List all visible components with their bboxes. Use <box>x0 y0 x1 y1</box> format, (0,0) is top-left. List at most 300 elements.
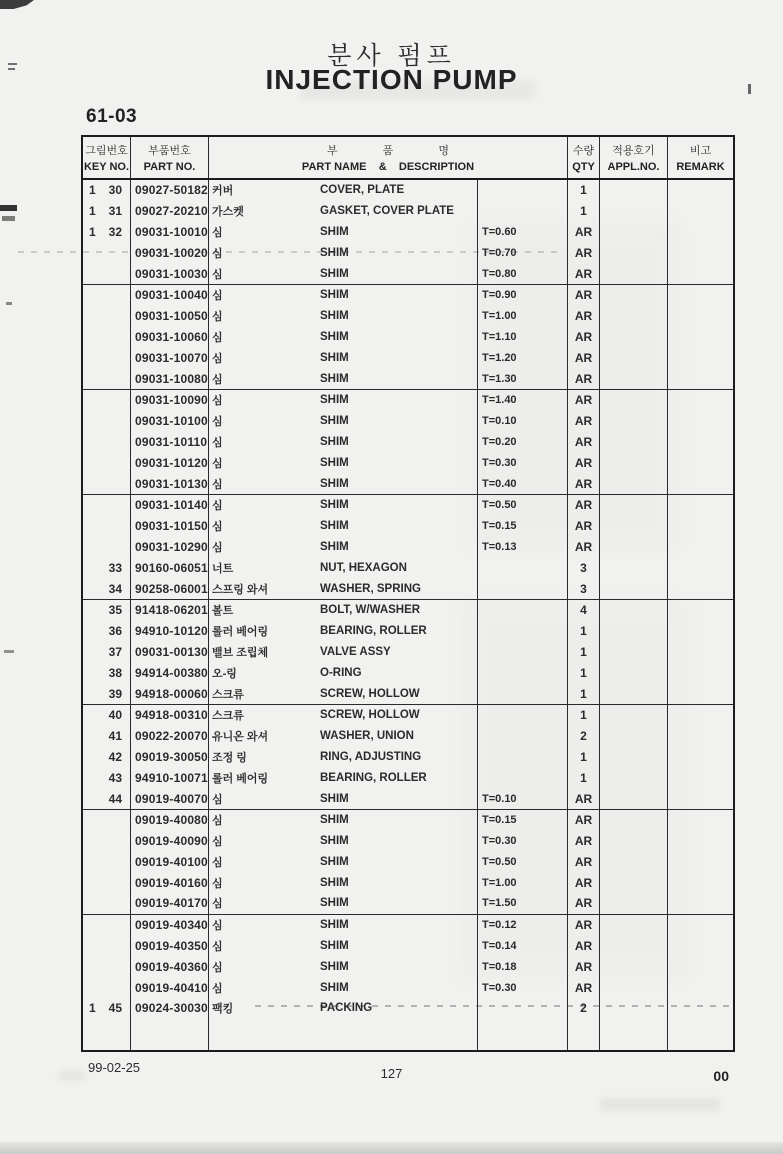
cell-part-no: 09019-40080 <box>131 810 209 831</box>
cell-part-no: 94914-00380 <box>131 662 209 683</box>
cell-key-no <box>83 872 131 893</box>
cell-spec: T=1.50 <box>478 893 568 914</box>
cell-part-name <box>209 998 478 1019</box>
cell-part-name <box>209 705 478 726</box>
cell-part-no: 94918-00060 <box>131 683 209 704</box>
cell-spec: T=0.20 <box>478 432 568 453</box>
cell-part-no: 09031-10080 <box>131 368 209 389</box>
table-row <box>83 872 733 893</box>
part-name-english: SHIM <box>320 435 349 448</box>
table-row <box>83 936 733 957</box>
cell-key-no <box>83 662 131 683</box>
cell-qty: AR <box>568 473 600 494</box>
key-number: 35 <box>108 603 122 618</box>
cell-appl-no <box>600 242 668 263</box>
key-number: 37 <box>108 644 122 659</box>
cell-key-no <box>83 242 131 263</box>
cell-key-no <box>83 915 131 936</box>
part-name-english: SHIM <box>320 940 349 953</box>
table-row <box>83 956 733 977</box>
cell-part-no: 09019-40100 <box>131 852 209 873</box>
cell-spec <box>478 600 568 621</box>
cell-key-no <box>83 893 131 914</box>
cell-part-name <box>209 452 478 473</box>
cell-remark <box>668 495 733 516</box>
cell-part-no: 09024-30030 <box>131 998 209 1019</box>
table-row <box>83 390 733 411</box>
column-header-key-no-english: KEY NO. <box>83 161 130 173</box>
column-header-appl-no-english: APPL.NO. <box>607 161 660 173</box>
cell-qty: 2 <box>568 998 600 1019</box>
cell-appl-no <box>600 977 668 998</box>
cell-spec <box>478 747 568 768</box>
part-name-korean: 심 <box>212 815 223 828</box>
cell-qty: 1 <box>568 180 600 201</box>
cell-part-no: 09019-40090 <box>131 831 209 852</box>
cell-key-no <box>83 998 131 1019</box>
cell-key-no <box>83 473 131 494</box>
part-name-korean: 가스켓 <box>212 206 244 219</box>
cell-spec <box>478 705 568 726</box>
cell-appl-no <box>600 915 668 936</box>
table-row <box>83 242 733 263</box>
cell-part-no: 09031-10010 <box>131 222 209 243</box>
cell-part-name <box>209 432 478 453</box>
cell-remark <box>668 411 733 432</box>
cell-appl-no <box>600 432 668 453</box>
cell-part-name <box>209 977 478 998</box>
cell-spec: T=0.13 <box>478 537 568 558</box>
column-header-qty-korean: 수량 <box>572 145 595 157</box>
cell-qty: AR <box>568 263 600 284</box>
cell-part-name <box>209 956 478 977</box>
cell-appl-no <box>600 222 668 243</box>
cell-qty: AR <box>568 452 600 473</box>
row-group <box>83 180 733 285</box>
cell-part-no: 09031-00130 <box>131 642 209 663</box>
cell-part-no: 09019-40070 <box>131 788 209 809</box>
cell-remark <box>668 327 733 348</box>
part-name-english: COVER, PLATE <box>320 184 405 197</box>
cell-remark <box>668 683 733 704</box>
cell-spec: T=0.10 <box>478 788 568 809</box>
cell-key-no <box>83 222 131 243</box>
cell-part-no: 09031-10150 <box>131 516 209 537</box>
cell-key-no <box>83 726 131 747</box>
cell-part-name <box>209 473 478 494</box>
cell-spec: T=0.10 <box>478 411 568 432</box>
cell-qty: 1 <box>568 621 600 642</box>
table-row <box>83 347 733 368</box>
cell-qty: AR <box>568 495 600 516</box>
cell-part-no: 09031-10030 <box>131 263 209 284</box>
part-name-korean: 너트 <box>212 562 234 575</box>
scan-edge-mark <box>0 205 17 211</box>
cell-remark <box>668 810 733 831</box>
row-group <box>83 285 733 390</box>
cell-qty: AR <box>568 872 600 893</box>
cell-part-name <box>209 1019 478 1050</box>
part-name-korean: 심 <box>212 856 223 869</box>
part-name-korean: 심 <box>212 352 223 365</box>
table-header-row <box>83 137 733 180</box>
cell-part-name <box>209 831 478 852</box>
cell-part-name <box>209 662 478 683</box>
part-name-english: GASKET, COVER PLATE <box>320 205 454 218</box>
table-row <box>83 557 733 578</box>
cell-key-no <box>83 347 131 368</box>
table-row <box>83 915 733 936</box>
cell-appl-no <box>600 557 668 578</box>
cell-spec <box>478 578 568 599</box>
cell-part-name <box>209 852 478 873</box>
cell-spec: T=0.12 <box>478 915 568 936</box>
cell-part-name <box>209 263 478 284</box>
cell-key-no <box>83 495 131 516</box>
cell-qty: AR <box>568 810 600 831</box>
cell-qty: 1 <box>568 767 600 788</box>
footer-date: 99-02-25 <box>88 1060 141 1075</box>
cell-remark <box>668 872 733 893</box>
cell-spec <box>478 557 568 578</box>
cell-spec <box>478 621 568 642</box>
cell-qty: AR <box>568 390 600 411</box>
cell-remark <box>668 893 733 914</box>
cell-key-no <box>83 642 131 663</box>
part-name-korean: 스크류 <box>212 710 244 723</box>
column-header-remark-korean: 비고 <box>689 145 712 157</box>
cell-part-name <box>209 578 478 599</box>
part-name-korean: 롤러 베어링 <box>212 626 269 639</box>
cell-qty: AR <box>568 977 600 998</box>
cell-key-no <box>83 767 131 788</box>
cell-appl-no <box>600 998 668 1019</box>
part-name-english: SHIM <box>320 310 349 323</box>
cell-appl-no <box>600 852 668 873</box>
part-name-english: SHIM <box>320 814 349 827</box>
cell-appl-no <box>600 327 668 348</box>
parts-table <box>81 135 735 1052</box>
part-name-english: SHIM <box>320 855 349 868</box>
page-title-korean: 분사 펌프 <box>327 42 456 70</box>
cell-key-no <box>83 516 131 537</box>
cell-part-no: 94918-00310 <box>131 705 209 726</box>
part-name-english: SHIM <box>320 897 349 910</box>
cell-key-no <box>83 578 131 599</box>
cell-qty: AR <box>568 347 600 368</box>
cell-appl-no <box>600 578 668 599</box>
column-header-part-no-english: PART NO. <box>143 161 196 173</box>
table-row <box>83 285 733 306</box>
column-header-part-name-korean: 부 품 명 <box>327 145 449 157</box>
part-name-korean: 커버 <box>212 185 234 198</box>
cell-spec <box>478 180 568 201</box>
cell-appl-no <box>600 180 668 201</box>
cell-spec: T=0.15 <box>478 516 568 537</box>
table-row <box>83 368 733 389</box>
row-group <box>83 600 733 705</box>
cell-spec: T=0.50 <box>478 495 568 516</box>
part-name-english: SHIM <box>320 792 349 805</box>
cell-part-no: 09019-30050 <box>131 747 209 768</box>
cell-key-no <box>83 306 131 327</box>
key-number: 31 <box>108 204 122 219</box>
cell-part-no: 09031-10070 <box>131 347 209 368</box>
cell-appl-no <box>600 1019 668 1050</box>
cell-appl-no <box>600 747 668 768</box>
cell-remark <box>668 516 733 537</box>
part-name-korean: 조정 링 <box>212 751 247 764</box>
cell-appl-no <box>600 810 668 831</box>
cell-qty: 1 <box>568 662 600 683</box>
cell-part-no: 09031-10100 <box>131 411 209 432</box>
cell-appl-no <box>600 642 668 663</box>
cell-qty: 3 <box>568 578 600 599</box>
table-row <box>83 852 733 873</box>
cell-remark <box>668 956 733 977</box>
cell-key-no <box>83 977 131 998</box>
cell-appl-no <box>600 831 668 852</box>
cell-appl-no <box>600 893 668 914</box>
table-row <box>83 998 733 1019</box>
figure-number: 1 <box>89 204 96 219</box>
cell-spec: T=0.30 <box>478 831 568 852</box>
scan-edge-mark <box>6 302 12 305</box>
table-row <box>83 705 733 726</box>
cell-qty: AR <box>568 327 600 348</box>
cell-remark <box>668 662 733 683</box>
part-name-korean: 볼트 <box>212 605 234 618</box>
row-group <box>83 705 733 810</box>
part-name-korean: 심 <box>212 290 223 303</box>
section-code: 61-03 <box>86 106 138 127</box>
table-row <box>83 767 733 788</box>
part-name-korean: 심 <box>212 331 223 344</box>
part-name-korean: 심 <box>212 898 223 911</box>
cell-part-no: 09019-40160 <box>131 872 209 893</box>
part-name-english: SHIM <box>320 981 349 994</box>
cell-part-name <box>209 726 478 747</box>
column-header-qty <box>568 137 600 178</box>
cell-part-name <box>209 180 478 201</box>
part-name-english: SHIM <box>320 267 349 280</box>
table-row <box>83 726 733 747</box>
cell-remark <box>668 642 733 663</box>
cell-qty: AR <box>568 936 600 957</box>
column-header-qty-english: QTY <box>572 161 595 173</box>
cell-remark <box>668 977 733 998</box>
cell-spec <box>478 662 568 683</box>
cell-part-name <box>209 872 478 893</box>
cell-appl-no <box>600 600 668 621</box>
cell-spec: T=0.30 <box>478 452 568 473</box>
cell-appl-no <box>600 936 668 957</box>
figure-number: 1 <box>89 1001 96 1016</box>
cell-spec <box>478 642 568 663</box>
table-row <box>83 432 733 453</box>
table-row <box>83 600 733 621</box>
part-name-english: RING, ADJUSTING <box>320 750 422 763</box>
cell-appl-no <box>600 788 668 809</box>
cell-appl-no <box>600 347 668 368</box>
cell-key-no <box>83 327 131 348</box>
part-name-korean: 팩킹 <box>212 1003 234 1016</box>
cell-part-name <box>209 642 478 663</box>
cell-key-no <box>83 621 131 642</box>
cell-appl-no <box>600 201 668 222</box>
cell-part-name <box>209 915 478 936</box>
cell-part-no: 09019-40340 <box>131 915 209 936</box>
cell-spec: T=0.90 <box>478 285 568 306</box>
cell-spec: T=0.70 <box>478 242 568 263</box>
part-name-korean: 롤러 베어링 <box>212 772 269 785</box>
part-name-english: WASHER, UNION <box>320 730 414 743</box>
table-row <box>83 683 733 704</box>
key-number: 41 <box>108 729 122 744</box>
cell-part-no: 91418-06201 <box>131 600 209 621</box>
cell-key-no <box>83 390 131 411</box>
table-filler-row <box>83 1019 733 1050</box>
part-name-korean: 심 <box>212 521 223 534</box>
cell-part-name <box>209 390 478 411</box>
cell-appl-no <box>600 495 668 516</box>
cell-spec: T=0.50 <box>478 852 568 873</box>
cell-part-name <box>209 788 478 809</box>
part-name-korean: 심 <box>212 961 223 974</box>
part-name-english: SHIM <box>320 289 349 302</box>
part-name-english: SHIM <box>320 351 349 364</box>
part-name-korean: 심 <box>212 478 223 491</box>
cell-appl-no <box>600 767 668 788</box>
key-number: 44 <box>108 791 122 806</box>
cell-part-name <box>209 747 478 768</box>
cell-spec: T=1.30 <box>478 368 568 389</box>
cell-qty: AR <box>568 893 600 914</box>
column-header-part-no <box>131 137 209 178</box>
part-name-english: SHIM <box>320 246 349 259</box>
cell-key-no <box>83 263 131 284</box>
cell-part-no: 94910-10071 <box>131 767 209 788</box>
table-row <box>83 201 733 222</box>
key-number: 36 <box>108 624 122 639</box>
part-name-korean: 심 <box>212 226 223 239</box>
part-name-english: SHIM <box>320 330 349 343</box>
cell-appl-no <box>600 306 668 327</box>
cell-part-name <box>209 621 478 642</box>
cell-key-no <box>83 1019 131 1050</box>
cell-part-no: 09031-10050 <box>131 306 209 327</box>
cell-part-name <box>209 936 478 957</box>
part-name-english: VALVE ASSY <box>320 645 391 658</box>
cell-key-no <box>83 557 131 578</box>
part-name-korean: 심 <box>212 941 223 954</box>
cell-spec: T=0.60 <box>478 222 568 243</box>
table-row <box>83 263 733 284</box>
part-name-english: BEARING, ROLLER <box>320 771 427 784</box>
key-number: 39 <box>108 686 122 701</box>
part-name-english: SHIM <box>320 394 349 407</box>
column-header-part-name-english: PART NAME & DESCRIPTION <box>301 161 475 173</box>
row-group <box>83 810 733 915</box>
part-name-english: NUT, HEXAGON <box>320 561 407 574</box>
cell-part-no: 09031-10110 <box>131 432 209 453</box>
cell-qty: AR <box>568 368 600 389</box>
cell-part-name <box>209 767 478 788</box>
cell-appl-no <box>600 285 668 306</box>
cell-part-no: 09031-10120 <box>131 452 209 473</box>
part-name-korean: 오-링 <box>212 667 237 680</box>
cell-qty: AR <box>568 242 600 263</box>
cell-key-no <box>83 810 131 831</box>
cell-key-no <box>83 705 131 726</box>
scan-edge-mark <box>2 216 15 221</box>
cell-remark <box>668 263 733 284</box>
cell-part-name <box>209 537 478 558</box>
cell-part-no: 09019-40170 <box>131 893 209 914</box>
row-group <box>83 915 733 1050</box>
cell-appl-no <box>600 263 668 284</box>
part-name-korean: 심 <box>212 247 223 260</box>
table-row <box>83 327 733 348</box>
cell-remark <box>668 788 733 809</box>
cell-spec <box>478 1019 568 1050</box>
cell-spec: T=1.40 <box>478 390 568 411</box>
cell-key-no <box>83 600 131 621</box>
part-name-korean: 심 <box>212 920 223 933</box>
cell-part-no: 09031-10140 <box>131 495 209 516</box>
cell-appl-no <box>600 726 668 747</box>
cell-spec: T=0.80 <box>478 263 568 284</box>
cell-part-no: 90258-06001 <box>131 578 209 599</box>
cell-key-no <box>83 285 131 306</box>
cell-remark <box>668 852 733 873</box>
cell-part-name <box>209 242 478 263</box>
cell-qty: AR <box>568 915 600 936</box>
scan-bottom-edge <box>0 1142 783 1154</box>
cell-key-no <box>83 788 131 809</box>
table-row <box>83 411 733 432</box>
cell-qty: AR <box>568 285 600 306</box>
cell-appl-no <box>600 516 668 537</box>
cell-appl-no <box>600 368 668 389</box>
cell-remark <box>668 831 733 852</box>
cell-part-name <box>209 222 478 243</box>
part-name-english: SCREW, HOLLOW <box>320 709 420 722</box>
cell-remark <box>668 242 733 263</box>
row-group <box>83 390 733 495</box>
cell-spec: T=1.20 <box>478 347 568 368</box>
cell-remark <box>668 747 733 768</box>
part-name-korean: 심 <box>212 311 223 324</box>
part-name-english: SHIM <box>320 876 349 889</box>
key-number: 43 <box>108 770 122 785</box>
cell-qty: AR <box>568 852 600 873</box>
cell-part-name <box>209 347 478 368</box>
figure-number: 1 <box>89 224 96 239</box>
cell-key-no <box>83 180 131 201</box>
part-name-english: SHIM <box>320 477 349 490</box>
column-header-key-no <box>83 137 131 178</box>
row-group <box>83 495 733 600</box>
cell-key-no <box>83 956 131 977</box>
cell-remark <box>668 285 733 306</box>
cell-remark <box>668 705 733 726</box>
column-header-appl-no-korean: 적용호기 <box>612 145 655 157</box>
table-row <box>83 621 733 642</box>
cell-remark <box>668 201 733 222</box>
cell-part-name <box>209 368 478 389</box>
cell-spec: T=0.40 <box>478 473 568 494</box>
